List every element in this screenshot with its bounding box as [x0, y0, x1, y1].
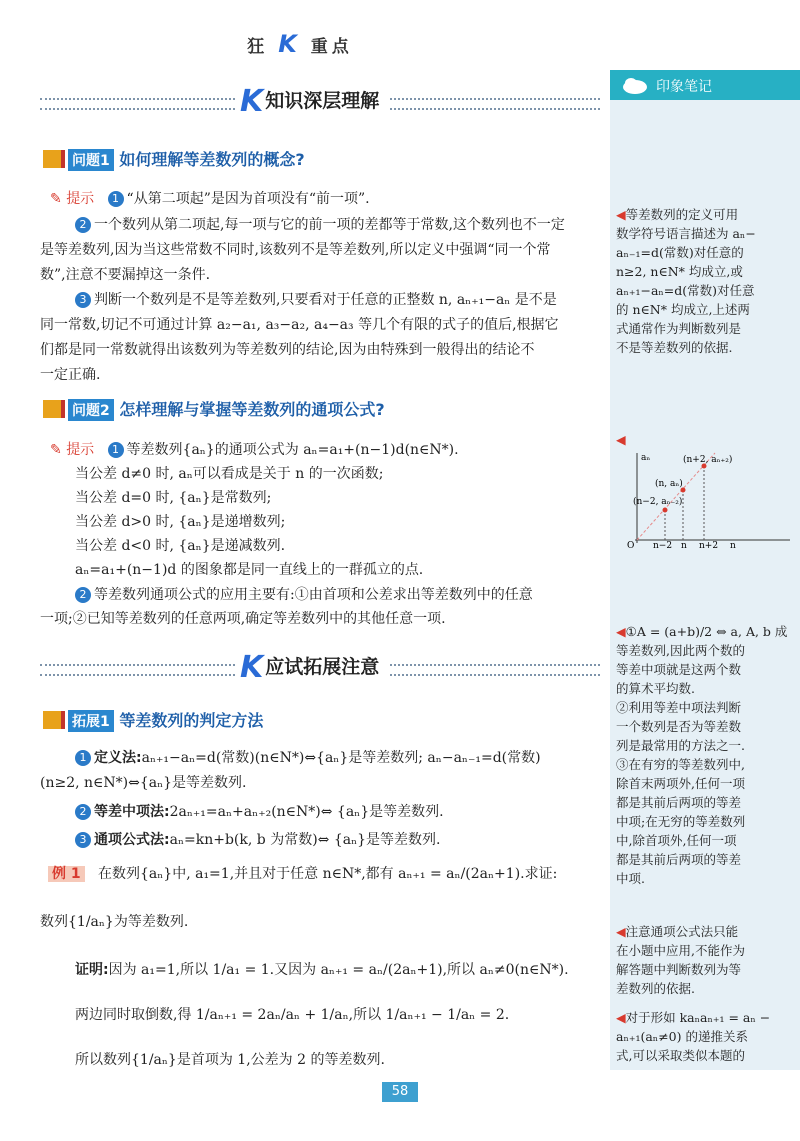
svg-text:n+2: n+2 — [699, 541, 719, 548]
svg-text:(n+2, aₙ₊₂): (n+2, aₙ₊₂) — [683, 455, 733, 465]
question-heading-2: 问题2 怎样理解与掌握等差数列的通项公式? — [43, 397, 385, 421]
question-heading-1: 问题1 如何理解等差数列的概念? — [43, 147, 305, 171]
sidebar-header — [610, 70, 800, 100]
section-banner-exam — [40, 646, 600, 686]
svg-text:(n−2, aₙ₋₂): (n−2, aₙ₋₂) — [633, 497, 683, 507]
arithmetic-graph — [615, 448, 795, 548]
book-icon — [43, 400, 65, 418]
hint-pen-icon: ✎ — [50, 191, 62, 207]
triangle-icon: ◀ — [616, 207, 626, 222]
banner-title: 应试拓展注意 — [265, 656, 380, 678]
q2-hint-line: ✎ 提示 1 等差数列{aₙ}的通项公式为 aₙ=a₁+(n−1)d(n∈N*). — [50, 442, 459, 458]
triangle-icon: ◀ — [616, 924, 626, 939]
k-logo-icon: K — [240, 650, 264, 685]
side-note-2: ◀①A = (a+b)/2 ⇔ a, A, b 成 等差数列,因此两个数的 等差中项就是这两个数 的算术平均数. ②利用等差中项法判断 一个数列是否为等差数 列是最常用的方法之一. ③在有穷的等差数列中, 除首末两项外,任何一项 都是其前后两项的等差 中项;在无穷的等差数列 中,除首项外,任何一项 都是其前后两项的等差 中项. — [616, 624, 788, 886]
banner-title: 知识深层理解 — [265, 90, 380, 112]
triangle-icon: ◀ — [616, 1010, 626, 1025]
triangle-icon: ◀ — [616, 432, 626, 447]
brand-right: 重点 — [310, 37, 353, 57]
example-1: 例 1 在数列{aₙ}中, a₁=1,并且对于任意 n∈N*,都有 aₙ₊₁ = aₙ/(2aₙ+1).求证: — [48, 864, 557, 884]
svg-text:n−2: n−2 — [653, 541, 673, 548]
axis-an-label: aₙ — [641, 453, 651, 463]
extension-heading-1: 拓展1 等差数列的判定方法 — [43, 708, 263, 732]
side-note-4: ◀对于形如 kaₙaₙ₊₁ = aₙ − aₙ₊₁(aₙ≠0) 的递推关系 式,可以采取类似本题的 — [616, 1010, 771, 1063]
svg-text:(n, aₙ): (n, aₙ) — [655, 479, 683, 489]
brand-left: 狂 — [247, 37, 269, 57]
k-logo-icon: K — [240, 84, 264, 119]
brand-k-logo: K — [278, 30, 301, 58]
svg-text:n: n — [681, 541, 687, 548]
book-icon — [43, 711, 65, 729]
triangle-icon: ◀ — [616, 624, 626, 639]
page-number: 58 — [382, 1082, 418, 1102]
side-note-1: ◀等差数列的定义可用 数学符号语言描述为 aₙ− aₙ₋₁=d(常数)对任意的 n≥2, n∈N* 均成立,或 aₙ₊₁−aₙ=d(常数)对任意 的 n∈N* 均成立,上述两 式通常作为判断数列是 不是等差数列的依据. — [616, 207, 756, 355]
cloud-icon — [620, 74, 650, 96]
side-note-3: ◀注意通项公式法只能 在小题中应用,不能作为 解答题中判断数列为等 差数列的依据. — [616, 924, 745, 996]
q1-hint-line: ✎ 提示 1 “从第二项起”是因为首项没有“前一项”. — [50, 191, 370, 207]
section-banner-knowledge — [40, 80, 600, 120]
book-icon — [43, 150, 65, 168]
sidebar-title: 印象笔记 — [656, 79, 712, 95]
svg-text:n: n — [730, 541, 736, 548]
hint-pen-icon: ✎ — [50, 442, 62, 458]
header-brand — [0, 30, 600, 58]
svg-text:O: O — [627, 541, 635, 548]
